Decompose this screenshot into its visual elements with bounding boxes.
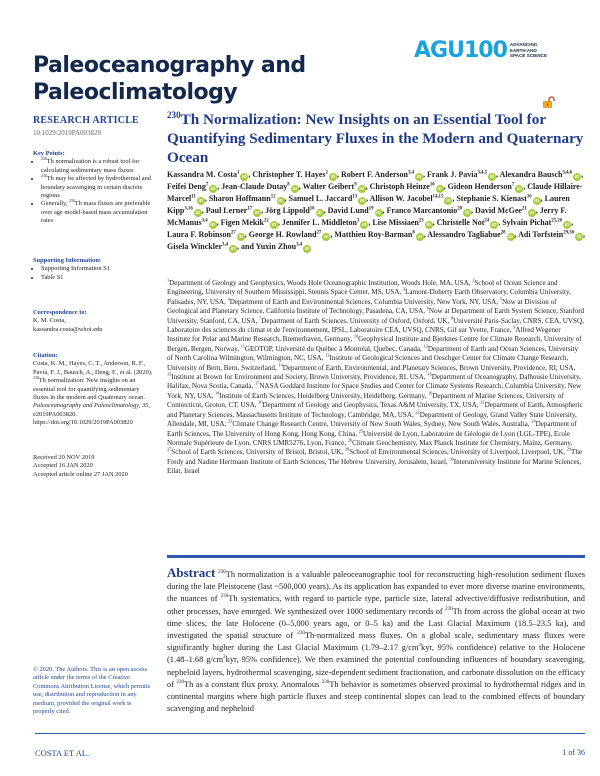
author: Christopher T. Hayes$^2$	[252, 170, 328, 179]
superscript: 230	[445, 606, 453, 612]
open-access-lock-icon	[543, 96, 555, 108]
abstract: Abstract $^{230}$Th normalization is a valuable paleoceanographic tool for reconstructing high-resolution sediment fluxes during the late Pleistocene (last ~500,000 years). As its application has expanded to ever more diverse marine environments, the nuances of $^{230}$Th systematics, with regard to particle type, particle size, lateral advective/diffusive redistribution, and other processes, have emerged. We synthesized over 1000 sedimentary records of $^{230}$Th from across the global ocean at two time slices, the late Holocene (0–5,000 years ago, or 0–5 ka) and the Last Glacial Maximum (18.5–23.5 ka), and investigated the spatial structure of $^{230}$Th-normalized mass fluxes. On a global scale, sedimentary mass fluxes were significantly higher during the Last Glacial Maximum (1.79–2.17 $g/cm^2kyr$, 95% confidence) relative to the Holocene (1.48–1.68 $g/cm^2kyr$, 95% confidence). We then examined the potential confounding influences of boundary scavenging, nepheloid layers, hydrothermal scavenging, size-dependent sediment fractionation, and carbonate dissolution on the efficacy of $^{230}$Th as a constant flux proxy. Anomalous $^{230}$Th behavior is sometimes observed proximal to hydrothermal ridges and in continental margins where high particle fluxes and steep continental slopes can lead to the combined effects of boundary scavenging and nepheloid	[167, 565, 586, 714]
orcid-icon[interactable]: iD	[230, 246, 236, 251]
footer-divider	[35, 733, 585, 734]
superscript: 30	[449, 456, 454, 462]
author: David Lund$^{19}$	[327, 206, 374, 215]
orcid-icon[interactable]: iD	[576, 234, 582, 239]
superscript: 1	[167, 277, 170, 283]
orcid-icon[interactable]: iD	[464, 210, 470, 215]
supporting-list	[33, 265, 153, 282]
author: Alexandra Bausch$^{3,4,6}$	[499, 170, 573, 179]
orcid-icon[interactable]: iD	[210, 222, 215, 227]
orcid-icon[interactable]: iD	[324, 234, 329, 239]
page-number: 1 of 36	[562, 748, 585, 757]
superscript: 12	[423, 343, 428, 349]
orcid-icon[interactable]: iD	[359, 186, 364, 191]
superscript: 5	[499, 296, 502, 302]
orcid-icon[interactable]: iD	[564, 222, 570, 227]
superscript: 230	[218, 570, 226, 576]
author: Jerry F. McManus$^{3,4}$	[167, 206, 567, 227]
orcid-icon[interactable]: iD	[362, 222, 367, 227]
superscript: 29	[566, 446, 572, 452]
superscript: 2	[472, 277, 475, 283]
orcid-icon[interactable]: iD	[437, 186, 442, 191]
author: Paul Lerner$^{17}$	[205, 206, 253, 215]
orcid-icon[interactable]: iD	[376, 210, 381, 215]
key-points-list	[33, 158, 153, 225]
superscript: 230	[321, 680, 330, 686]
superscript: 230	[176, 680, 184, 686]
superscript: 230	[41, 174, 47, 179]
superscript: 11	[240, 343, 245, 349]
author: Franco Marcantonio$^{20}$	[386, 206, 463, 215]
author-list: Kassandra M. Costa$^1$iD , Christopher T. Hayes$^2$iD , Robert F. Anderson$^{3,4}$iD , Frank J. Pavia$^{3,4,5}$iD , Alexandra Bausch$^{3,4,6}$iD , Feifei Deng$^7$iD , Jean-Claude Dutay$^8$iD , Walter Geibert$^9$iD , Christoph Heinze$^{10}$iD , Gideon Henderson$^7$iD , Claude Hillaire-Marcel$^{11}$iD , Sharon Hoffmann$^{12}$iD , Samuel L. Jaccard$^{13}$iD , Allison W. Jacobel$^{14,15}$iD , Stephanie S. Kienast$^{16}$iD , Lauren Kipp$^{3,16}$iD , Paul Lerner$^{17}$iD , Jörg Lippold$^{18}$iD , David Lund$^{19}$iD , Franco Marcantonio$^{20}$iD , David McGee$^{21}$iD , Jerry F. McManus$^{3,4}$iD , Figen Mekik$^{22}$iD , Jennifer L. Middleton$^3$iD , Lise Missiaen$^{23}$iD , Christelle Not$^{24}$iD , Sylvain Pichat$^{25,26}$iD , Laura F. Robinson$^{27}$iD , George H. Rowland$^{27}$iD , Matthieu Roy-Barman$^8$iD , Alessandro Tagliabue$^{28}$iD , Adi Torfstein$^{29,30}$iD , Gisela Winckler$^{3,4}$iD , and Yuxin Zhou$^{3,4}$iD	[167, 170, 586, 251]
orcid-icon[interactable]: iD	[517, 186, 522, 191]
superscript: 21	[480, 399, 485, 405]
orcid-icon[interactable]: iD	[417, 234, 422, 239]
author: Jean-Claude Dutay$^8$	[221, 182, 290, 191]
superscript: 15	[167, 371, 172, 377]
superscript: 13	[325, 352, 330, 358]
author: Matthieu Roy-Barman$^8$	[334, 230, 415, 239]
author: Christelle Not$^{24}$	[436, 218, 490, 227]
superscript: 28	[344, 446, 350, 452]
superscript: 18	[215, 390, 220, 396]
superscript: 19	[428, 390, 433, 396]
author: Alessandro Tagliabue$^{28}$	[427, 230, 506, 239]
superscript: 10	[353, 334, 359, 340]
superscript: 230	[41, 157, 47, 162]
author: George H. Rowland$^{27}$	[248, 230, 322, 239]
orcid-icon[interactable]: iD	[292, 186, 297, 191]
key-point: • Generally, $^{230}$Th mass fluxes are preferable over age model-based mass accumulation rates	[41, 200, 153, 225]
orcid-icon[interactable]: iD	[211, 186, 216, 191]
correspondence: Correspondence to: K. M. Costa, kassandra.costa@whoi.edu	[33, 309, 153, 334]
superscript: 20	[258, 399, 263, 405]
author: David McGee$^{21}$	[475, 206, 527, 215]
article-type: RESEARCH ARTICLE	[33, 115, 139, 126]
author: Sharon Hoffmann$^{12}$	[208, 194, 276, 203]
orcid-icon[interactable]: iD	[426, 222, 431, 227]
superscript: 230	[220, 594, 229, 600]
author: Kassandra M. Costa$^1$	[167, 170, 240, 179]
superscript: 25	[358, 428, 364, 434]
citation-text: Costa, K. M., Hayes, C. T., Anderson, R. F., Pavia, F. J., Bausch, A., Deng, F., et al. (2020). $^{230}$Th normalization: New insights on an essential tool for quantifying sedimentary fluxes in the modern and Quaternary ocean.	[33, 360, 153, 402]
article-title: $^{230}$Th Normalization: New Insights on an Essential Tool for Quantifying Sedimentary Fluxes in the Modern and Quaternary Ocean	[167, 109, 584, 166]
orcid-icon[interactable]: iD	[491, 222, 497, 227]
orcid-icon[interactable]: iD	[242, 174, 247, 179]
superscript: 8	[451, 315, 454, 321]
author: Lauren Kipp$^{3,16}$	[167, 194, 570, 215]
article-doi[interactable]: 10.1029/2019PA003820	[33, 129, 102, 137]
correspondence-email[interactable]: kassandra.costa@whoi.edu	[33, 325, 103, 333]
orcid-icon[interactable]: iD	[254, 210, 260, 215]
orcid-icon[interactable]: iD	[446, 198, 451, 203]
superscript: 230	[33, 376, 39, 381]
superscript: 26	[347, 437, 353, 443]
citation: Citation: Costa, K. M., Hayes, C. T., Anderson, R. F., Pavia, F. J., Bausch, A., Deng, F., et al. (2020). $^{230}$Th normalization: New insights on an essential tool for quantifying sedimentary fluxes in the modern and Quaternary ocean. Paleoceanography and Paleoclimatology, 35, e2019PA003820. https://doi.org/10.1029/2019PA003820	[33, 352, 153, 427]
orcid-icon[interactable]: iD	[534, 198, 539, 203]
superscript: 4	[227, 296, 230, 302]
article-dates: Received 20 NOV 2019 Accepted 16 JAN 2020 Accepted article online 27 JAN 2020	[33, 454, 128, 478]
orcid-icon[interactable]: iD	[330, 174, 336, 179]
author: Samuel L. Jaccard$^{13}$	[288, 194, 358, 203]
license-text: © 2020. The Authors. This is an open access article under the terms of the Creative Commons Attribution License, which permits use, distribution and reproduction in any medium, provided the original work is properly cited.	[33, 666, 150, 716]
orcid-icon[interactable]: iD	[238, 234, 243, 239]
author: Sylvain Pichat$^{25,26}$	[502, 218, 563, 227]
orcid-icon[interactable]: iD	[278, 198, 283, 203]
superscript: 24	[531, 418, 536, 424]
author: Laura F. Robinson$^{27}$	[167, 230, 236, 239]
orcid-icon[interactable]: iD	[198, 198, 204, 203]
author: Walter Geibert$^9$	[302, 182, 357, 191]
citation-url[interactable]: https://doi.org/10.1029/2019PA003820	[33, 419, 133, 427]
superscript: 2	[418, 643, 422, 649]
author: Gisela Winckler$^{3,4}$	[167, 242, 229, 251]
author: Gideon Henderson$^7$	[447, 182, 515, 191]
section-divider	[167, 555, 585, 558]
supporting-information: Supporting Information: • Supporting Information S1 • Table S1	[33, 257, 153, 282]
author: Adi Torfstein$^{29,30}$	[518, 230, 575, 239]
orcid-icon[interactable]: iD	[489, 174, 495, 179]
orcid-icon[interactable]: iD	[359, 198, 365, 203]
superscript: 9	[513, 324, 516, 330]
author: Allison W. Jacobel$^{14,15}$	[369, 194, 444, 203]
author: Feifei Deng$^7$	[167, 182, 209, 191]
author: Stephanie S. Kienast$^{16}$	[456, 194, 532, 203]
author: Figen Mekik$^{22}$	[220, 218, 269, 227]
author: Jennifer L. Middleton$^3$	[281, 218, 360, 227]
author: Claude Hillaire-Marcel$^{11}$	[167, 182, 583, 203]
superscript: 6	[426, 305, 429, 311]
orcid-icon[interactable]: iD	[416, 174, 422, 179]
orcid-icon[interactable]: iD	[271, 222, 277, 227]
orcid-icon[interactable]: iD	[529, 210, 534, 215]
superscript: 23	[228, 418, 233, 424]
orcid-icon[interactable]: iD	[574, 174, 580, 179]
supporting-item[interactable]: • Table S1	[41, 274, 153, 282]
superscript: 17	[255, 381, 260, 387]
orcid-icon[interactable]: iD	[508, 234, 513, 239]
superscript: 27	[167, 446, 172, 452]
footer-authors: COSTA ET AL.	[35, 748, 90, 758]
superscript: 22	[415, 409, 420, 415]
orcid-icon[interactable]: iD	[304, 246, 310, 251]
key-point: • $^{230}$Th may be affected by hydrothermal and boundary scavenging in certain discrete regions	[41, 175, 153, 200]
superscript: 230	[167, 109, 181, 120]
superscript: 16	[427, 371, 432, 377]
orcid-icon[interactable]: iD	[317, 210, 322, 215]
superscript: 230	[68, 199, 75, 204]
key-point: • $^{230}$Th normalization is a robust tool for calculating sedimentary mass fluxes	[41, 158, 153, 175]
author: Lise Missiaen$^{23}$	[372, 218, 424, 227]
agu-logo: AGU100 ADVANCING EARTH AND SPACE SCIENCE	[414, 38, 548, 63]
key-points: Key Points: • $^{230}$Th normalization is a robust tool for calculating sedimentary mass fluxes • $^{230}$Th may be affected by hydrothermal and boundary scavenging in certain discrete regions • Generally, $^{230}$Th mass fluxes are preferable over age model-based mass accumulation rates	[33, 150, 153, 226]
author: Frank J. Pavia$^{3,4,5}$	[427, 170, 488, 179]
author: Christoph Heinze$^{10}$	[369, 182, 435, 191]
supporting-item[interactable]: • Supporting Information S1	[41, 265, 153, 273]
superscript: 3	[402, 287, 406, 293]
orcid-icon[interactable]: iD	[195, 210, 200, 215]
superscript: 2	[223, 655, 226, 661]
author: Yuxin Zhou$^{3,4}$	[255, 242, 303, 251]
author: Jörg Lippold$^{18}$	[265, 206, 315, 215]
abstract-text: $^{230}$Th normalization is a valuable paleoceanographic tool for reconstructing high-resolution sediment fluxes during the late Pleistocene (last ~500,000 years). As its application has expanded to ever more diverse marine environments, the nuances of $^{230}$Th systematics, with regard to particle type, particle size, lateral advective/diffusive redistribution, and other processes, have emerged. We synthesized over 1000 sedimentary records of $^{230}$Th from across the global ocean at two time slices, the late Holocene (0–5,000 years ago, or 0–5 ka) and the Last Glacial Maximum (18.5–23.5 ka), and investigated the spatial structure of $^{230}$Th-normalized mass fluxes. On a global scale, sedimentary mass fluxes were significantly higher during the Last Glacial Maximum (1.79–2.17 $g/cm^2kyr$, 95% confidence) relative to the Holocene (1.48–1.68 $g/cm^2kyr$, 95% confidence). We then examined the potential confounding influences of boundary scavenging, nepheloid layers, hydrothermal scavenging, size-dependent sediment fractionation, and carbonate dissolution on the efficacy of $^{230}$Th as a constant flux proxy. Anomalous $^{230}$Th behavior is sometimes observed proximal to hydrothermal ridges and in continental margins where high particle fluxes and steep continental slopes can lead to the combined effects of boundary scavenging and nepheloid	[167, 570, 586, 714]
superscript: 7	[259, 315, 262, 321]
author: Robert F. Anderson$^{3,4}$	[340, 170, 414, 179]
superscript: 14	[278, 362, 283, 368]
journal-title: Paleoceanography and Paleoclimatology	[33, 53, 306, 105]
affiliations: $^1$Department of Geology and Geophysics, Woods Hole Oceanographic Institution, Woods Hole, MA, USA, $^2$School of Ocean Science and Engineering, University of Southern Mississippi, Stennis Space Center, MS, USA, $^3$Lamont-Doherty Earth Observatory, Columbia University, Palisades, NY, USA, $^4$Department of Earth and Environmental Sciences, Columbia University, New York, NY, USA, $^5$Now at Division of Geological and Planetary Science, California Institute of Technology, Pasadena, CA, USA, $^6$Now at Department of Earth System Science, Stanford University, Stanford, CA, USA, $^7$Department of Earth Sciences, University of Oxford, Oxford, UK, $^8$Université Paris-Saclay, CNRS, CEA, UVSQ, Laboratoire des sciences du climat et de l'environnement, IPSL, Laboratoire CEA, UVSQ, CNRS, Gif sur Yvette, France, $^9$Alfred Wegener Institute for Polar and Marine Research, Bremerhaven, Germany, $^{10}$Geophysical Institute and Bjerknes Centre for Climate Research, University of Bergen, Bergen, Norway, $^{11}$GEOTOP, Université du Québec à Montréal, Quebec, Canada, $^{12}$Department of Earth and Ocean Sciences, University of North Carolina Wilmington, Wilmington, NC, USA, $^{13}$Institute of Geological Sciences and Oeschger Center for Climate Change Research, University of Bern, Bern, Switzerland, $^{14}$Department of Earth, Environmental, and Planetary Sciences, Brown University, Providence, RI, USA, $^{15}$Institute at Brown for Environment and Society, Brown University, Providence, RI, USA, $^{16}$Department of Oceanography, Dalhousie University, Halifax, Nova Scotia, Canada, $^{17}$NASA Goddard Institute for Space Studies and Center for Climate Systems Research, Columbia University, New York, NY, USA, $^{18}$Institute of Earth Sciences, Heidelberg University, Heidelberg, Germany, $^{19}$Department of Marine Sciences, University of Connecticut, Groton, CT, USA, $^{20}$Department of Geology and Geophysics, Texas A&M University, TX, USA, $^{21}$Department of Earth, Atmospheric and Planetary Sciences, Massachusetts Institute of Technology, Cambridge, MA, USA, $^{22}$Department of Geology, Grand Valley State University, Allendale, MI, USA, $^{23}$Climate Change Research Centre, University of New South Wales, Sydney, New South Wales, Australia, $^{24}$Department of Earth Sciences, The University of Hong Kong, Hong Kong, China, $^{25}$Université de Lyon, Laboratoire de Géologie de Lyon (LGL-TPE), Ecole Normale Supérieure de Lyon, CNRS UMR5276, Lyon, France, $^{26}$Climate Geochemistry, Max Planck Institute for Chemistry, Mainz, Germany, $^{27}$School of Earth Sciences, University of Bristol, Bristol, UK, $^{28}$School of Environmental Sciences, University of Liverpool, Liverpool, UK, $^{29}$The Fredy and Nadine Herrmann Institute of Earth Sciences, The Hebrew University, Jerusalem, Israel, $^{30}$Interuniversity Institute for Marine Sciences, Eilat, Israel	[167, 277, 585, 476]
superscript: 230	[297, 631, 305, 637]
